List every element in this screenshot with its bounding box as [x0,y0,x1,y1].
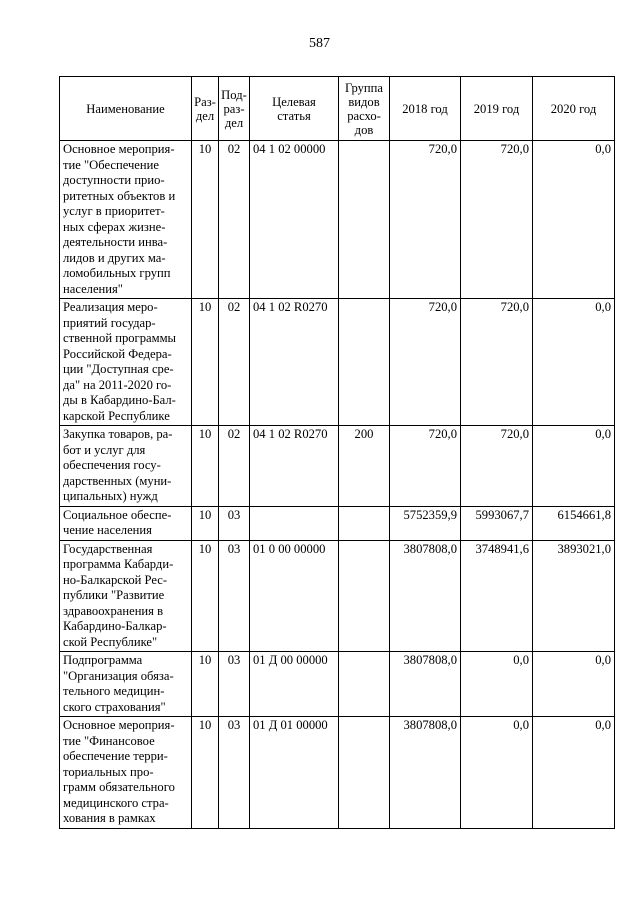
cell-name-line: ломобильных групп [63,266,171,280]
cell-section: 10 [192,717,219,829]
cell-section: 10 [192,540,219,652]
cell-name [60,717,192,829]
cell-name-line: дарственных (муни- [63,473,172,488]
cell-name-line: тие "Обеспечение [63,157,159,172]
cell-subsection: 02 [219,426,250,507]
cell-2018: 3807808,0 [390,540,461,652]
table-header-row [60,77,615,141]
cell-target-article [250,506,339,540]
cell-name-line: ского страхования" [63,699,166,714]
cell-2020: 0,0 [533,652,615,717]
page-number: 587 [309,36,330,51]
table-row [60,717,615,829]
cell-expense-group [339,717,390,829]
cell-name-line: да" на 2011-2020 го- [63,377,172,392]
table-row [60,506,615,540]
cell-subsection: 03 [219,652,250,717]
cell-2019: 720,0 [461,299,533,426]
cell-name-line: бот и услуг для [63,442,146,457]
cell-expense-group [339,299,390,426]
table-row [60,426,615,507]
cell-name-line: тельного медицин- [63,684,165,698]
cell-expense-group: 200 [339,426,390,507]
cell-name [60,426,192,507]
cell-name-line: Социальное обеспе- [63,507,172,522]
cell-target-article: 01 Д 01 00000 [250,717,339,829]
cell-name-line: Реализация меро- [63,300,158,314]
cell-name-line: Основное мероприя- [63,142,175,156]
cell-target-article: 04 1 02 R0270 [250,426,339,507]
table-body [60,141,615,829]
cell-2018: 3807808,0 [390,717,461,829]
cell-name-line: ципальных) нужд [63,489,158,503]
cell-name [60,540,192,652]
cell-name [60,299,192,426]
header-section: Раз- дел [192,77,219,141]
cell-name-line: ской Республике" [63,634,158,649]
cell-name [60,141,192,299]
cell-2019: 5993067,7 [461,506,533,540]
cell-name-line: Основное мероприя- [63,718,175,732]
cell-name-line: "Организация обяза- [63,668,174,683]
cell-name [60,652,192,717]
cell-name-line: здравоохранения в [63,603,164,618]
cell-2018: 3807808,0 [390,652,461,717]
cell-2020: 6154661,8 [533,506,615,540]
cell-subsection: 03 [219,540,250,652]
cell-expense-group [339,506,390,540]
cell-section: 10 [192,141,219,299]
cell-section: 10 [192,652,219,717]
header-name: Наименование [60,77,192,141]
cell-name-line: обеспечения госу- [63,458,161,472]
cell-2019: 0,0 [461,717,533,829]
cell-expense-group [339,141,390,299]
cell-name-line: Российской Федера- [63,346,172,361]
cell-name-line: публики "Развитие [63,588,165,602]
cell-2019: 3748941,6 [461,540,533,652]
header-2018: 2018 год [390,77,461,141]
cell-name-line: обеспечение терри- [63,749,168,763]
table-row [60,141,615,299]
cell-name-line: лидов и других ма- [63,250,166,265]
cell-subsection: 03 [219,717,250,829]
cell-name-line: Государственная [63,541,153,556]
cell-name-line: хования в рамках [63,811,156,825]
cell-subsection: 02 [219,141,250,299]
cell-name-line: чение населения [63,523,152,537]
cell-name-line: ных сферах жизне- [63,219,166,234]
cell-target-article: 01 0 00 00000 [250,540,339,652]
cell-expense-group [339,652,390,717]
table-row [60,540,615,652]
cell-name-line: медицинского стра- [63,795,169,810]
cell-2020: 0,0 [533,299,615,426]
cell-2018: 720,0 [390,141,461,299]
budget-table [59,76,615,829]
cell-name-line: населения" [63,281,123,296]
cell-2019: 720,0 [461,426,533,507]
cell-name-line: ториальных про- [63,764,154,779]
header-expense-group: Группа видов расхо- дов [339,77,390,141]
cell-2020: 0,0 [533,717,615,829]
table-row [60,299,615,426]
cell-target-article: 04 1 02 00000 [250,141,339,299]
cell-section: 10 [192,506,219,540]
header-target: Целевая статья [250,77,339,141]
cell-name-line: ции "Доступная сре- [63,362,174,376]
header-2020: 2020 год [533,77,615,141]
cell-name-line: ды в Кабардино-Бал- [63,393,176,407]
cell-name-line: ственной программы [63,331,177,345]
cell-2020: 3893021,0 [533,540,615,652]
cell-2018: 720,0 [390,426,461,507]
header-subsection: Под- раз- дел [219,77,250,141]
cell-2019: 0,0 [461,652,533,717]
cell-target-article: 04 1 02 R0270 [250,299,339,426]
cell-name-line: доступности прио- [63,173,165,187]
cell-2020: 0,0 [533,141,615,299]
cell-subsection: 03 [219,506,250,540]
cell-2018: 5752359,9 [390,506,461,540]
cell-section: 10 [192,426,219,507]
cell-name [60,506,192,540]
cell-2019: 720,0 [461,141,533,299]
cell-target-article: 01 Д 00 00000 [250,652,339,717]
cell-name-line: грамм обязательного [63,780,175,794]
table-row [60,652,615,717]
cell-name-line: Закупка товаров, ра- [63,427,173,441]
cell-name-line: тие "Финансовое [63,733,155,748]
cell-2018: 720,0 [390,299,461,426]
cell-expense-group [339,540,390,652]
cell-name-line: Подпрограмма [63,653,143,667]
cell-name-line: услуг в приоритет- [63,204,165,218]
cell-section: 10 [192,299,219,426]
cell-name-line: программа Кабарди- [63,557,174,571]
cell-name-line: деятельности инва- [63,235,168,249]
cell-name-line: приятий государ- [63,315,156,330]
cell-name-line: ритетных объектов и [63,188,176,203]
header-2019: 2019 год [461,77,533,141]
cell-2020: 0,0 [533,426,615,507]
cell-name-line: но-Балкарской Рес- [63,572,168,587]
cell-name-line: Кабардино-Балкар- [63,619,167,633]
cell-subsection: 02 [219,299,250,426]
cell-name-line: карской Республике [63,408,170,423]
